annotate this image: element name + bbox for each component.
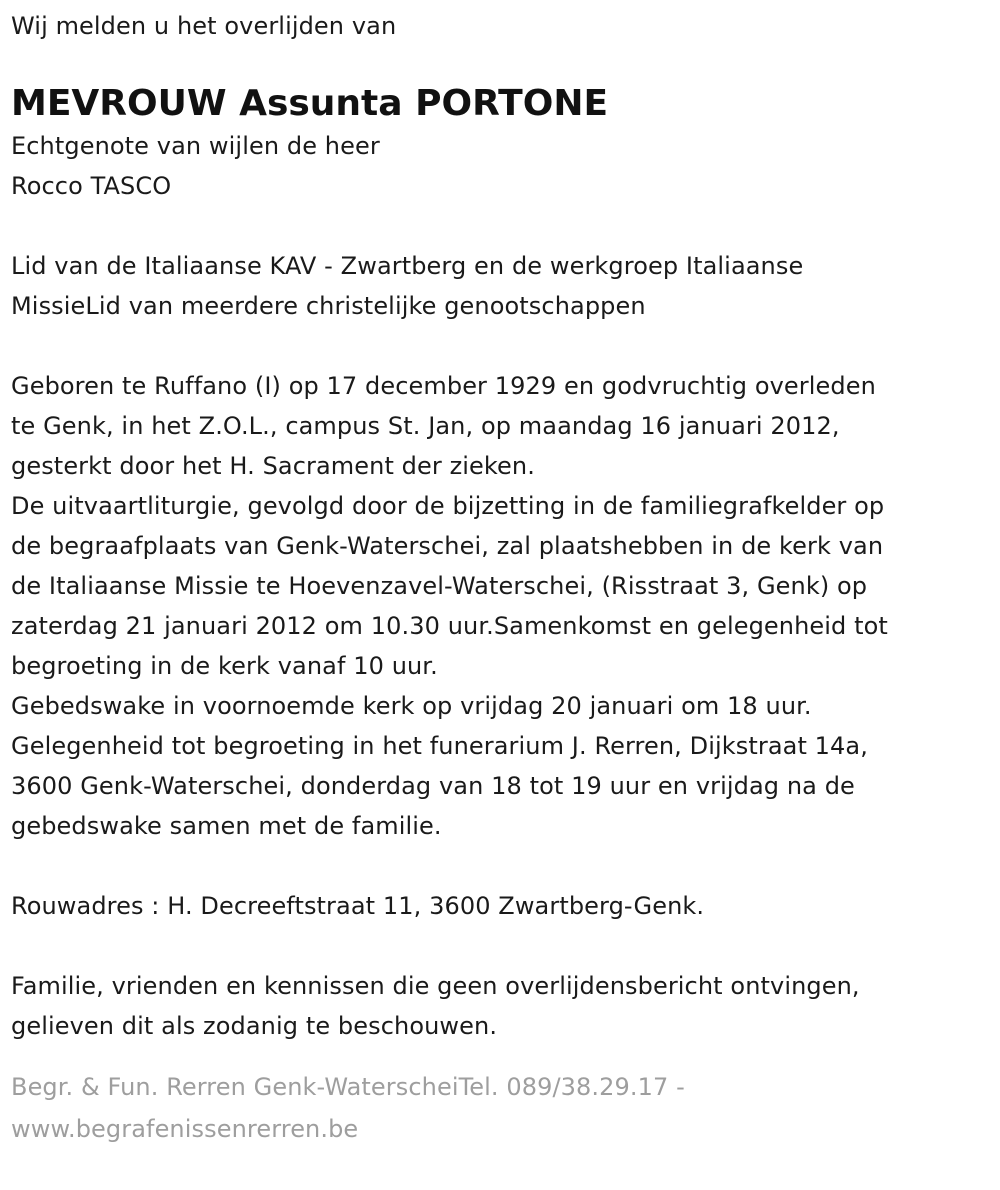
membership-line: MissieLid van meerdere christelijke genootschappen: [11, 292, 646, 320]
detail-line: begroeting in de kerk vanaf 10 uur.: [11, 652, 438, 680]
intro-text: Wij melden u het overlijden van: [11, 12, 397, 40]
detail-line: 3600 Genk-Waterschei, donderdag van 18 tot 19 uur en vrijdag na de: [11, 772, 855, 800]
detail-line: de begraafplaats van Genk-Waterschei, zal plaatshebben in de kerk van: [11, 532, 884, 560]
detail-line: de Italiaanse Missie te Hoevenzavel-Waterschei, (Risstraat 3, Genk) op: [11, 572, 868, 600]
deceased-name: MEVROUW Assunta PORTONE: [11, 83, 609, 124]
closing-line: Familie, vrienden en kennissen die geen overlijdensbericht ontvingen,: [11, 972, 860, 1000]
detail-line: te Genk, in het Z.O.L., campus St. Jan, op maandag 16 januari 2012,: [11, 412, 840, 440]
details-block: [11, 366, 991, 846]
footer-website: www.begrafenissenrerren.be: [11, 1115, 359, 1143]
funeral-home-footer: [11, 1066, 991, 1150]
obituary-notice: [11, 8, 991, 1150]
detail-line: Gebedswake in voornoemde kerk op vrijdag 20 januari om 18 uur.: [11, 692, 812, 720]
spacer: [11, 206, 991, 246]
footer-contact: Begr. & Fun. Rerren Genk-WaterscheiTel. 089/38.29.17 -: [11, 1073, 685, 1101]
spacer: [11, 326, 991, 366]
detail-line: Gelegenheid tot begroeting in het funerarium J. Rerren, Dijkstraat 14a,: [11, 732, 868, 760]
spouse-name: Rocco TASCO: [11, 172, 172, 200]
detail-line: gesterkt door het H. Sacrament der zieken.: [11, 452, 535, 480]
detail-line: De uitvaartliturgie, gevolgd door de bijzetting in de familiegrafkelder op: [11, 492, 885, 520]
detail-line: gebedswake samen met de familie.: [11, 812, 442, 840]
membership-line: Lid van de Italiaanse KAV - Zwartberg en de werkgroep Italiaanse: [11, 252, 804, 280]
closing-line: gelieven dit als zodanig te beschouwen.: [11, 1012, 498, 1040]
closing-block: [11, 966, 991, 1046]
memberships-block: [11, 246, 991, 326]
spouse-block: [11, 126, 991, 206]
detail-line: zaterdag 21 januari 2012 om 10.30 uur.Samenkomst en gelegenheid tot: [11, 612, 888, 640]
spacer: [11, 926, 991, 966]
spacer: [11, 846, 991, 886]
mourning-address: Rouwadres : H. Decreeftstraat 11, 3600 Zwartberg-Genk.: [11, 892, 705, 920]
spouse-line: Echtgenote van wijlen de heer: [11, 132, 380, 160]
detail-line: Geboren te Ruffano (I) op 17 december 1929 en godvruchtig overleden: [11, 372, 876, 400]
